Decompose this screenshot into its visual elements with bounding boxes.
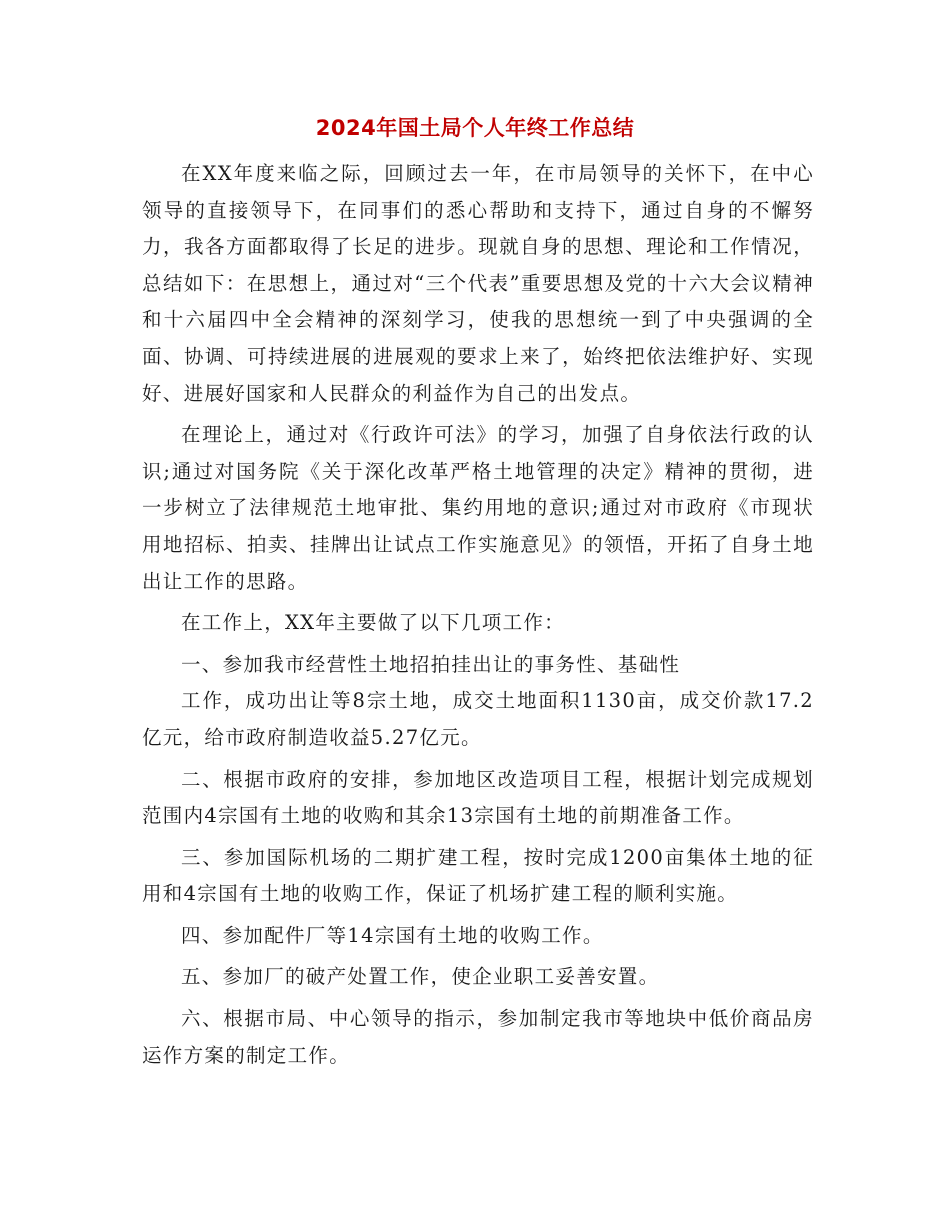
paragraph-item-3: 三、参加国际机场的二期扩建工程，按时完成1200亩集体土地的征用和4宗国有土地的收购工作，保证了机场扩建工程的顺利实施。	[142, 845, 814, 906]
paragraph-item-1-heading: 一、参加我市经营性土地招拍挂出让的事务性、基础性	[181, 652, 681, 676]
paragraph-item-2: 二、根据市政府的安排，参加地区改造项目工程，根据计划完成规划范围内4宗国有土地的收购和其余13宗国有土地的前期准备工作。	[142, 767, 814, 828]
paragraph-item-6: 六、根据市局、中心领导的指示，参加制定我市等地块中低价商品房运作方案的制定工作。	[142, 1007, 814, 1067]
paragraph-item-1-detail: 工作，成功出让等8宗土地，成交土地面积1130亩，成交价款17.2亿元，给市政府制造收益5.27亿元。	[142, 689, 814, 749]
paragraph-intro: 在XX年度来临之际，回顾过去一年，在市局领导的关怀下，在中心领导的直接领导下，在同事们的悉心帮助和支持下，通过自身的不懈努力，我各方面都取得了长足的进步。现就自身的思想、理论和工作情况，总结如下：在思想上，通过对“三个代表”重要思想及党的十六大会议精神和十六届四中全会精神的深刻学习，使我的思想统一到了中央强调的全面、协调、可持续进展的进展观的要求上来了，始终把依法维护好、实现好、进展好国家和人民群众的利益作为自己的出发点。	[142, 162, 814, 405]
paragraph-item-4: 四、参加配件厂等14宗国有土地的收购工作。	[181, 923, 604, 947]
document-body	[142, 156, 814, 1079]
paragraph-item-5: 五、参加厂的破产处置工作，使企业职工妥善安置。	[181, 965, 660, 989]
paragraph-work-intro: 在工作上，XX年主要做了以下几项工作：	[181, 611, 565, 635]
document-title: 2024年国土局个人年终工作总结	[315, 116, 635, 140]
paragraph-theory: 在理论上，通过对《行政许可法》的学习，加强了自身依法行政的认识;通过对国务院《关于深化改革严格土地管理的决定》精神的贯彻，进一步树立了法律规范土地审批、集约用地的意识;通过对市政府《市现状用地招标、拍卖、挂牌出让试点工作实施意见》的领悟，开拓了自身土地出让工作的思路。	[142, 423, 814, 593]
